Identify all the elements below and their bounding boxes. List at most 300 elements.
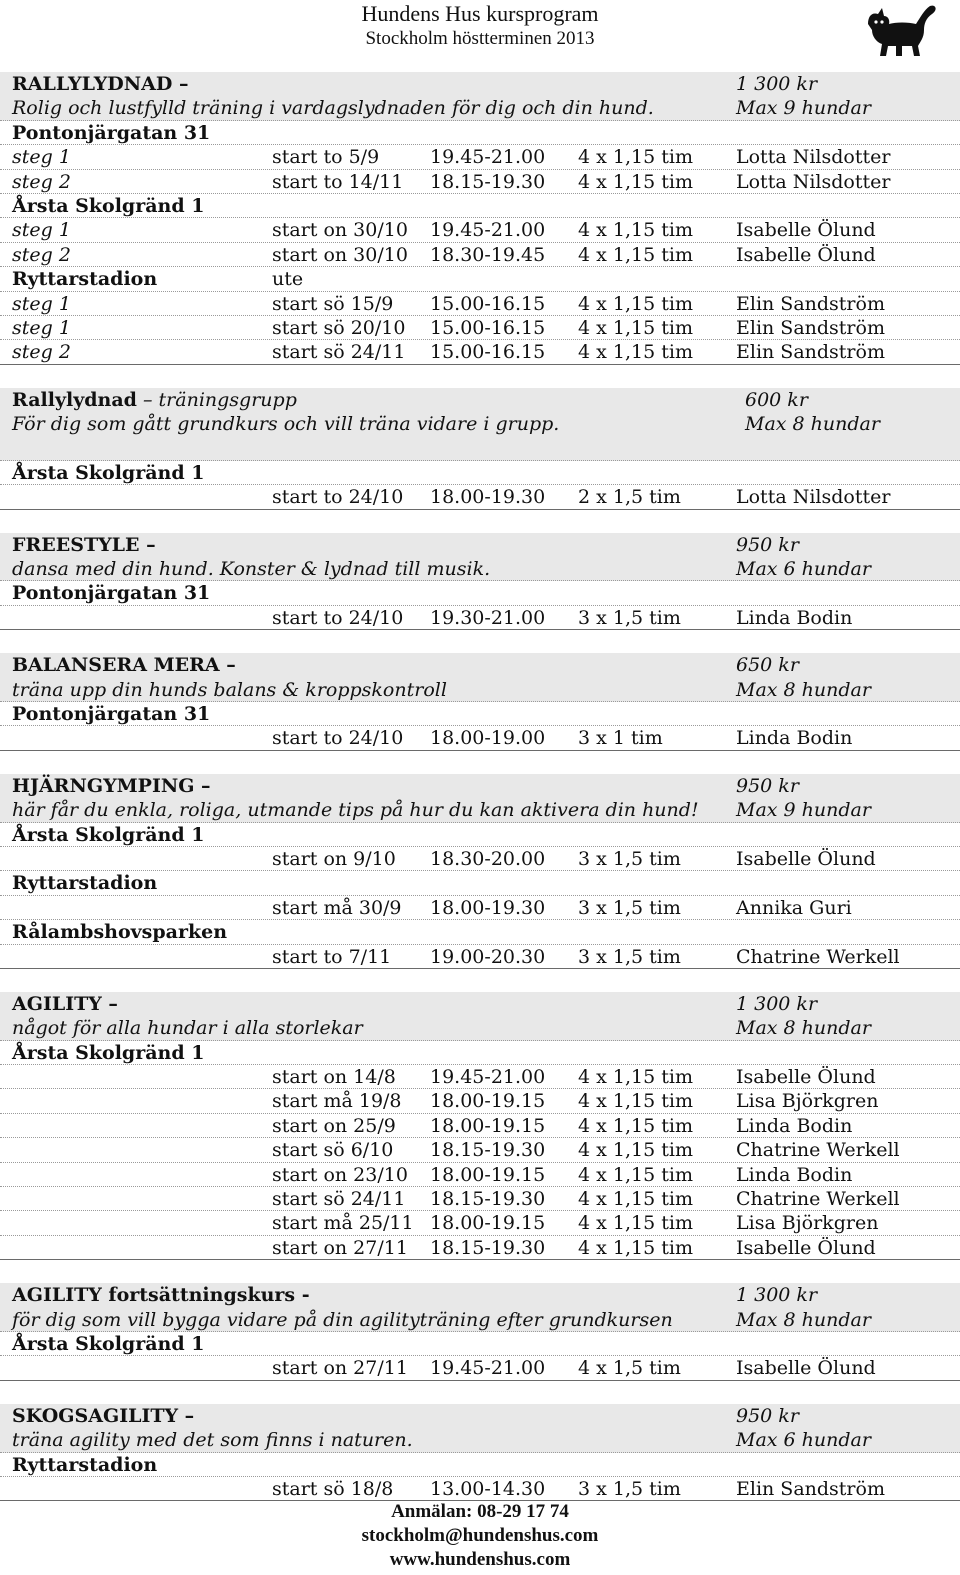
location-row: [0, 461, 960, 485]
course-cell-text: dansa med din hund. Konster & lydnad till musik.: [12, 558, 491, 581]
time-cell: [430, 244, 545, 266]
course-cell-text: Rolig och lustfylld träning i vardagslydnaden för dig och din hund.: [12, 97, 654, 120]
course-cell-text: steg 2: [12, 341, 71, 364]
time-cell: [430, 146, 545, 168]
time-cell-text: 18.30-19.45: [430, 243, 546, 266]
time-cell-text: 18.15-19.30: [430, 1236, 546, 1259]
info-cell: [736, 97, 871, 119]
time-cell: [430, 171, 545, 193]
location-row: [0, 1332, 960, 1356]
duration-cell-text: 3 x 1,5 tim: [578, 1477, 681, 1500]
start-date-cell: [272, 607, 403, 629]
start-date-cell-text: start on 30/10: [272, 219, 408, 242]
start-date-cell: [272, 268, 303, 290]
location-row: [0, 194, 960, 218]
time-cell-text: 18.15-19.30: [430, 1188, 546, 1211]
course-cell: [12, 219, 71, 241]
course-cell: [12, 293, 71, 315]
duration-cell: [578, 293, 693, 315]
info-cell: [736, 1017, 871, 1039]
info-cell: [736, 1188, 900, 1210]
course-header-row: [0, 72, 960, 96]
duration-cell-text: 4 x 1,15 tim: [578, 292, 693, 315]
time-cell-text: 18.00-19.15: [430, 1090, 546, 1113]
info-cell: [736, 73, 817, 95]
start-date-cell: [272, 1478, 393, 1500]
duration-cell-text: 4 x 1,15 tim: [578, 1236, 693, 1259]
info-cell: [736, 486, 890, 508]
spacer-row: [0, 365, 960, 388]
location-row: [0, 581, 960, 605]
course-cell-text: BALANSERA MERA –: [12, 654, 236, 677]
info-cell-text: Elin Sandström: [736, 1477, 885, 1500]
info-cell: [736, 1405, 799, 1427]
info-cell-text: Isabelle Ölund: [736, 1357, 876, 1380]
time-cell: [430, 1090, 545, 1112]
duration-cell: [578, 1115, 693, 1137]
course-cell: [12, 1017, 363, 1039]
info-cell-text: Linda Bodin: [736, 1114, 853, 1137]
course-cell-text: RALLYLYDNAD –: [12, 73, 189, 95]
course-cell-text: Rallylydnad: [12, 388, 137, 411]
start-date-cell-text: start to 24/10: [272, 486, 404, 509]
info-cell-text: 950 kr: [736, 774, 799, 797]
start-date-cell: [272, 219, 408, 241]
session-row: [0, 1187, 960, 1211]
time-cell-text: 18.00-19.30: [430, 896, 546, 919]
time-cell: [430, 946, 545, 968]
info-cell: [736, 1284, 817, 1306]
info-cell: [736, 1212, 878, 1234]
time-cell-text: 19.30-21.00: [430, 606, 546, 629]
start-date-cell: [272, 848, 396, 870]
location-row: [0, 267, 960, 291]
time-cell: [430, 1164, 545, 1186]
start-date-cell: [272, 1139, 393, 1161]
course-cell-text: steg 2: [12, 243, 71, 266]
start-date-cell-text: start to 5/9: [272, 146, 380, 169]
info-cell-text: 950 kr: [736, 1404, 799, 1427]
info-cell-text: Linda Bodin: [736, 1163, 853, 1186]
location-row: [0, 1453, 960, 1477]
location-row: [0, 121, 960, 145]
start-date-cell: [272, 171, 403, 193]
session-row: [0, 896, 960, 920]
course-cell-text: steg 1: [12, 292, 71, 315]
course-header-row: [0, 412, 960, 436]
course-cell: [12, 73, 188, 95]
page-header: [0, 0, 960, 72]
start-date-cell-text: start on 30/10: [272, 243, 408, 266]
location-row: [0, 823, 960, 847]
course-cell: [12, 389, 297, 411]
session-row: [0, 340, 960, 364]
course-header-row: [0, 436, 960, 460]
course-cell-text: Pontonjärgatan 31: [12, 121, 211, 144]
spacer-row: [0, 1260, 960, 1283]
duration-cell-text: 4 x 1,15 tim: [578, 243, 693, 266]
course-subtitle-text: – träningsgrupp: [136, 388, 297, 411]
course-cell: [12, 97, 654, 119]
page-title: Hundens Hus kursprogram: [361, 1, 599, 26]
course-cell: [12, 1042, 204, 1064]
start-date-cell: [272, 1164, 408, 1186]
info-cell-text: Max 6 hundar: [736, 1429, 871, 1452]
course-cell: [12, 1405, 194, 1427]
session-row: [0, 1211, 960, 1235]
start-date-cell-text: start on 23/10: [272, 1163, 408, 1186]
course-cell: [12, 872, 157, 894]
website-link[interactable]: www.hundenshus.com: [389, 1549, 571, 1570]
time-cell: [430, 1115, 545, 1137]
info-cell-text: 950 kr: [736, 533, 799, 556]
info-cell-text: Isabelle Ölund: [736, 1066, 876, 1089]
time-cell-text: 19.45-21.00: [430, 219, 546, 242]
location-row: [0, 871, 960, 895]
course-cell: [12, 195, 204, 217]
time-cell: [430, 317, 545, 339]
start-date-cell: [272, 341, 405, 363]
session-row: [0, 1138, 960, 1162]
start-date-cell: [272, 146, 379, 168]
info-cell-text: Isabelle Ölund: [736, 243, 876, 266]
session-row: [0, 316, 960, 340]
time-cell: [430, 1139, 545, 1161]
course-header-row: [0, 798, 960, 822]
info-cell-text: Lotta Nilsdotter: [736, 170, 891, 193]
course-cell-text: Ryttarstadion: [12, 872, 158, 895]
info-cell: [736, 993, 817, 1015]
info-cell-text: 600 kr: [745, 388, 808, 411]
info-cell-text: Elin Sandström: [736, 341, 885, 364]
duration-cell-text: 4 x 1,15 tim: [578, 1090, 693, 1113]
start-date-cell: [272, 727, 403, 749]
spacer-row: [0, 630, 960, 653]
session-row: [0, 1065, 960, 1089]
course-cell: [12, 122, 210, 144]
duration-cell: [578, 1357, 681, 1379]
course-cell-text: steg 1: [12, 316, 71, 339]
time-cell-text: 18.00-19.30: [430, 486, 546, 509]
course-cell: [12, 679, 447, 701]
course-cell-text: Årsta Skolgränd 1: [12, 1332, 205, 1355]
info-cell: [736, 558, 871, 580]
duration-cell: [578, 897, 681, 919]
start-date-cell-text: start to 24/10: [272, 727, 404, 750]
session-row: [0, 1114, 960, 1138]
course-header-row: [0, 1308, 960, 1332]
duration-cell-text: 4 x 1,15 tim: [578, 1066, 693, 1089]
course-header-row: [0, 653, 960, 677]
duration-cell: [578, 244, 693, 266]
page-subtitle: Stockholm höstterminen 2013: [365, 28, 595, 49]
time-cell: [430, 848, 545, 870]
course-header-row: [0, 1016, 960, 1040]
info-cell: [736, 1478, 885, 1500]
course-cell-text: Årsta Skolgränd 1: [12, 1041, 205, 1064]
info-cell-text: Max 9 hundar: [736, 799, 871, 822]
course-cell: [12, 171, 71, 193]
duration-cell-text: 4 x 1,5 tim: [578, 1357, 681, 1380]
spacer-row: [0, 969, 960, 992]
duration-cell: [578, 1066, 693, 1088]
session-row: [0, 726, 960, 750]
course-cell: [12, 413, 559, 435]
course-header-row: [0, 533, 960, 557]
duration-cell-text: 4 x 1,15 tim: [578, 341, 693, 364]
info-cell-text: Elin Sandström: [736, 292, 885, 315]
duration-cell: [578, 1478, 681, 1500]
spacer-row: [0, 510, 960, 533]
info-cell-text: Isabelle Ölund: [736, 1236, 876, 1259]
course-cell: [12, 244, 71, 266]
time-cell: [430, 1237, 545, 1259]
course-cell-text: träna upp din hunds balans & kroppskontroll: [12, 678, 447, 701]
duration-cell: [578, 341, 693, 363]
start-date-cell-text: start sö 6/10: [272, 1139, 394, 1162]
info-cell: [736, 946, 900, 968]
time-cell: [430, 341, 545, 363]
duration-cell: [578, 486, 681, 508]
course-cell-text: steg 2: [12, 170, 71, 193]
info-cell: [736, 293, 885, 315]
session-row: [0, 1236, 960, 1260]
info-cell: [736, 1357, 876, 1379]
info-cell-text: 1 300 kr: [736, 1284, 818, 1307]
duration-cell: [578, 848, 681, 870]
time-cell-text: 18.00-19.15: [430, 1212, 546, 1235]
info-cell-text: Isabelle Ölund: [736, 219, 876, 242]
session-row: [0, 847, 960, 871]
course-header-row: [0, 1283, 960, 1307]
start-date-cell: [272, 244, 408, 266]
start-date-cell: [272, 946, 391, 968]
duration-cell: [578, 1188, 693, 1210]
info-cell: [736, 1429, 871, 1451]
duration-cell-text: 4 x 1,15 tim: [578, 1188, 693, 1211]
course-cell-text: Årsta Skolgränd 1: [12, 823, 205, 846]
start-date-cell-text: start må 19/8: [272, 1090, 402, 1113]
course-header-row: [0, 1428, 960, 1452]
time-cell: [430, 607, 545, 629]
start-date-cell-text: start on 9/10: [272, 847, 396, 870]
duration-cell: [578, 607, 681, 629]
session-row: [0, 218, 960, 242]
course-cell: [12, 993, 118, 1015]
duration-cell: [578, 1139, 693, 1161]
course-cell: [12, 1333, 204, 1355]
duration-cell: [578, 171, 693, 193]
time-cell: [430, 293, 545, 315]
time-cell-text: 18.00-19.00: [430, 727, 546, 750]
course-cell: [12, 1284, 310, 1306]
course-cell-text: FREESTYLE –: [12, 533, 156, 556]
start-date-cell-text: start on 27/11: [272, 1236, 408, 1259]
start-date-cell: [272, 897, 402, 919]
info-cell: [736, 897, 852, 919]
info-cell: [736, 1066, 876, 1088]
time-cell-text: 15.00-16.15: [430, 316, 546, 339]
duration-cell: [578, 1237, 693, 1259]
contact-email[interactable]: stockholm@hundenshus.com: [361, 1525, 599, 1546]
start-date-cell-text: start sö 24/11: [272, 341, 406, 364]
session-row: [0, 945, 960, 969]
course-cell: [12, 317, 71, 339]
course-cell: [12, 268, 157, 290]
info-cell-text: 1 300 kr: [736, 73, 818, 95]
time-cell-text: 19.45-21.00: [430, 1357, 546, 1380]
start-date-cell: [272, 1066, 396, 1088]
duration-cell: [578, 219, 693, 241]
course-cell-text: Ryttarstadion: [12, 268, 158, 291]
course-cell-text: här får du enkla, roliga, utmande tips på hur du kan aktivera din hund!: [12, 799, 699, 822]
time-cell-text: 19.00-20.30: [430, 945, 546, 968]
course-cell-text: SKOGSAGILITY –: [12, 1404, 195, 1427]
start-date-cell: [272, 1090, 402, 1112]
time-cell-text: 18.15-19.30: [430, 1139, 546, 1162]
start-date-cell-text: start to 24/10: [272, 606, 404, 629]
info-cell-text: Max 8 hundar: [745, 413, 880, 436]
session-row: [0, 1089, 960, 1113]
start-date-cell: [272, 1237, 408, 1259]
course-cell: [12, 462, 204, 484]
info-cell: [745, 413, 880, 435]
info-cell: [736, 799, 871, 821]
course-cell: [12, 824, 204, 846]
course-cell-text: Ryttarstadion: [12, 1453, 158, 1476]
start-date-cell: [272, 317, 405, 339]
info-cell-text: Lotta Nilsdotter: [736, 146, 891, 169]
course-cell: [12, 1454, 157, 1476]
start-date-cell-text: start må 25/11: [272, 1212, 414, 1235]
course-cell-text: träna agility med det som finns i naturen.: [12, 1429, 413, 1452]
time-cell-text: 19.45-21.00: [430, 1066, 546, 1089]
info-cell-text: Lisa Björkgren: [736, 1212, 879, 1235]
course-cell-text: Årsta Skolgränd 1: [12, 194, 205, 217]
duration-cell-text: 4 x 1,15 tim: [578, 146, 693, 169]
info-cell: [736, 727, 852, 749]
spacer-row: [0, 1381, 960, 1404]
info-cell: [736, 848, 876, 870]
course-cell-text: HJÄRNGYMPING –: [12, 774, 211, 797]
info-cell: [745, 389, 808, 411]
info-cell-text: Isabelle Ölund: [736, 847, 876, 870]
info-cell-text: Max 8 hundar: [736, 678, 871, 701]
duration-cell-text: 3 x 1,5 tim: [578, 606, 681, 629]
info-cell-text: Lotta Nilsdotter: [736, 486, 891, 509]
duration-cell-text: 4 x 1,15 tim: [578, 316, 693, 339]
location-row: [0, 702, 960, 726]
start-date-cell: [272, 486, 403, 508]
info-cell-text: 650 kr: [736, 654, 799, 677]
course-cell: [12, 799, 699, 821]
info-cell-text: Elin Sandström: [736, 316, 885, 339]
course-cell-text: Pontonjärgatan 31: [12, 582, 211, 605]
start-date-cell: [272, 1212, 414, 1234]
info-cell: [736, 146, 890, 168]
info-cell: [736, 219, 876, 241]
start-date-cell-text: start sö 18/8: [272, 1477, 394, 1500]
course-header-row: [0, 678, 960, 702]
session-row: [0, 170, 960, 194]
info-cell: [736, 317, 885, 339]
session-row: [0, 1163, 960, 1187]
info-cell: [736, 341, 885, 363]
start-date-cell: [272, 293, 393, 315]
start-date-cell: [272, 1188, 405, 1210]
start-date-cell-text: start to 14/11: [272, 170, 404, 193]
time-cell: [430, 1066, 545, 1088]
course-header-row: [0, 96, 960, 120]
time-cell: [430, 1478, 545, 1500]
duration-cell-text: 3 x 1 tim: [578, 727, 663, 750]
course-cell-text: steg 1: [12, 146, 71, 169]
time-cell-text: 15.00-16.15: [430, 341, 546, 364]
time-cell: [430, 219, 545, 241]
start-date-cell-text: start to 7/11: [272, 945, 392, 968]
duration-cell: [578, 1212, 693, 1234]
session-row: [0, 1356, 960, 1380]
time-cell: [430, 1357, 545, 1379]
duration-cell: [578, 946, 681, 968]
duration-cell: [578, 1164, 693, 1186]
course-cell-text: steg 1: [12, 219, 71, 242]
time-cell: [430, 727, 545, 749]
info-cell-text: Linda Bodin: [736, 727, 853, 750]
info-cell: [736, 1164, 852, 1186]
duration-cell-text: 4 x 1,15 tim: [578, 170, 693, 193]
info-cell: [736, 607, 852, 629]
course-cell: [12, 654, 236, 676]
course-header-row: [0, 992, 960, 1016]
start-date-cell-text: start on 14/8: [272, 1066, 396, 1089]
session-row: [0, 606, 960, 630]
info-cell-text: 1 300 kr: [736, 992, 818, 1015]
info-cell-text: Chatrine Werkell: [736, 1188, 900, 1211]
start-date-cell-text: start on 27/11: [272, 1357, 408, 1380]
duration-cell: [578, 727, 663, 749]
info-cell-text: Chatrine Werkell: [736, 945, 900, 968]
duration-cell-text: 4 x 1,15 tim: [578, 219, 693, 242]
course-header-row: [0, 557, 960, 581]
session-row: [0, 1477, 960, 1501]
course-cell: [12, 703, 210, 725]
course-header-row: [0, 774, 960, 798]
info-cell: [736, 534, 799, 556]
location-row: [0, 920, 960, 944]
course-cell-text: AGILITY –: [12, 992, 118, 1015]
course-program: [0, 72, 960, 1501]
time-cell-text: 19.45-21.00: [430, 146, 546, 169]
spacer-row: [0, 751, 960, 774]
start-date-cell-text: start sö 15/9: [272, 292, 394, 315]
duration-cell-text: 3 x 1,5 tim: [578, 945, 681, 968]
info-cell: [736, 1237, 876, 1259]
course-cell: [12, 1309, 673, 1331]
start-date-cell: [272, 1115, 396, 1137]
info-cell-text: Chatrine Werkell: [736, 1139, 900, 1162]
info-cell: [736, 775, 799, 797]
course-cell-text: för dig som vill bygga vidare på din agilityträning efter grundkursen: [12, 1308, 673, 1331]
duration-cell: [578, 146, 693, 168]
course-cell: [12, 146, 71, 168]
info-cell-text: Max 8 hundar: [736, 1017, 871, 1040]
registration-phone: Anmälan: 08-29 17 74: [391, 1501, 569, 1522]
duration-cell-text: 3 x 1,5 tim: [578, 896, 681, 919]
duration-cell-text: 4 x 1,15 tim: [578, 1163, 693, 1186]
course-cell-text: Pontonjärgatan 31: [12, 702, 211, 725]
course-cell: [12, 582, 210, 604]
